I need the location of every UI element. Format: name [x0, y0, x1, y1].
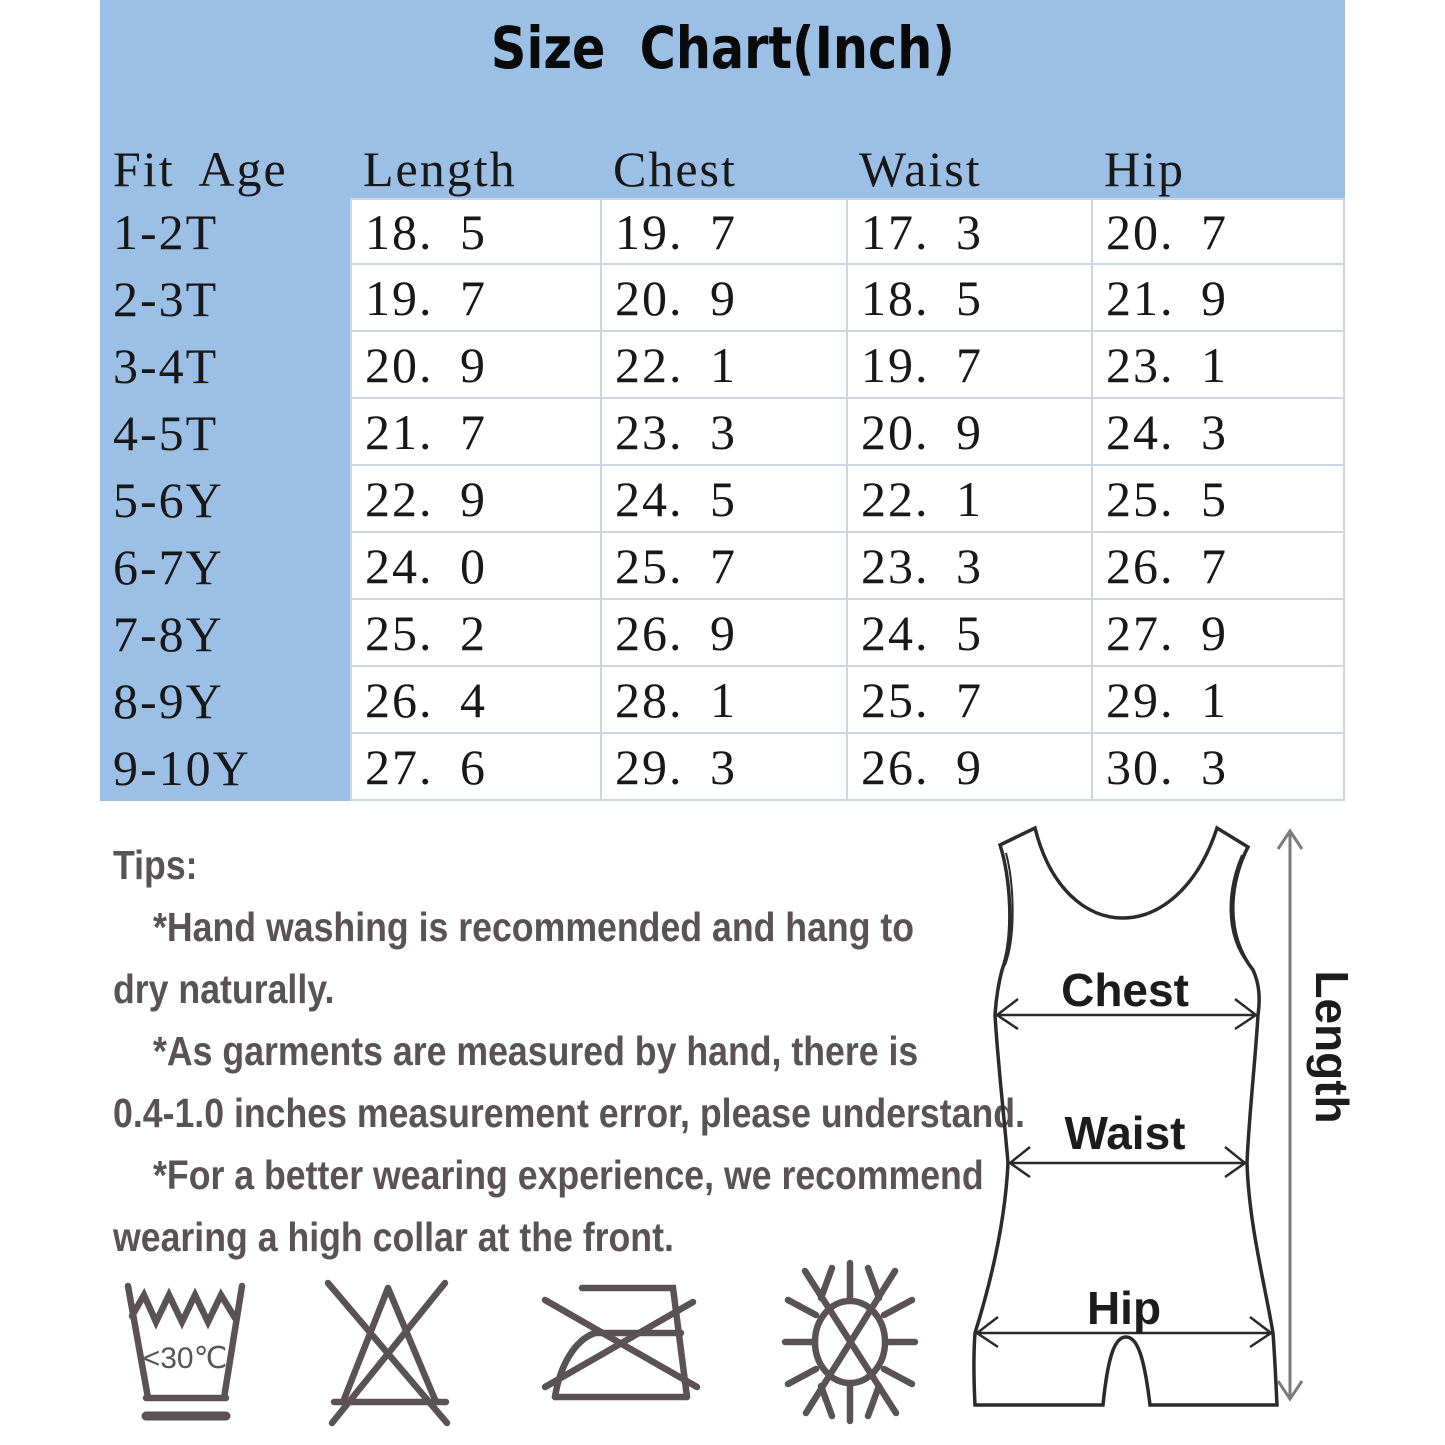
hip-cell: 20. 7 — [1091, 198, 1345, 265]
chest-cell: 23. 3 — [600, 399, 846, 466]
hip-cell: 24. 3 — [1091, 399, 1345, 466]
tips-line: *For a better wearing experience, we recommend — [153, 1152, 984, 1198]
hip-cell: 27. 9 — [1091, 600, 1345, 667]
table-row — [100, 198, 1345, 265]
fit-age-cell: 1-2T — [100, 198, 350, 265]
table-row — [100, 332, 1345, 399]
table-row — [100, 600, 1345, 667]
length-cell: 22. 9 — [350, 466, 600, 533]
waist-cell: 26. 9 — [846, 734, 1091, 801]
page-title: Size Chart(Inch) — [490, 14, 955, 82]
column-header-fit-age: Fit Age — [113, 141, 288, 197]
waist-label: Waist — [1064, 1107, 1186, 1159]
hip-cell: 29. 1 — [1091, 667, 1345, 734]
chest-cell: 22. 1 — [600, 332, 846, 399]
column-header-chest: Chest — [613, 141, 737, 197]
chest-cell: 19. 7 — [600, 198, 846, 265]
chest-cell: 25. 7 — [600, 533, 846, 600]
title-band — [100, 0, 1345, 140]
tips-line: *As garments are measured by hand, there is — [153, 1028, 919, 1074]
fit-age-cell: 6-7Y — [100, 533, 350, 600]
waist-cell: 24. 5 — [846, 600, 1091, 667]
length-cell: 24. 0 — [350, 533, 600, 600]
chest-cell: 24. 5 — [600, 466, 846, 533]
length-cell: 18. 5 — [350, 198, 600, 265]
tips-line: wearing a high collar at the front. — [113, 1214, 674, 1260]
waist-cell: 25. 7 — [846, 667, 1091, 734]
table-row — [100, 533, 1345, 600]
table-row — [100, 667, 1345, 734]
waist-cell: 19. 7 — [846, 332, 1091, 399]
fit-age-cell: 3-4T — [100, 332, 350, 399]
fit-age-cell: 8-9Y — [100, 667, 350, 734]
hip-cell: 26. 7 — [1091, 533, 1345, 600]
column-header-hip: Hip — [1104, 141, 1185, 197]
chest-cell: 29. 3 — [600, 734, 846, 801]
length-label: Length — [1306, 970, 1358, 1124]
do-not-bleach-icon — [310, 1270, 460, 1430]
tips-line: dry naturally. — [113, 966, 335, 1012]
length-cell: 21. 7 — [350, 399, 600, 466]
length-cell: 19. 7 — [350, 265, 600, 332]
table-header-row — [100, 140, 1345, 198]
fit-age-cell: 7-8Y — [100, 600, 350, 667]
table-body — [100, 198, 1345, 801]
table-row — [100, 734, 1345, 801]
tips-section — [113, 834, 1087, 1268]
waist-cell: 18. 5 — [846, 265, 1091, 332]
fit-age-cell: 2-3T — [100, 265, 350, 332]
garment-measurement-diagram — [960, 815, 1358, 1415]
handwash-30c-icon — [118, 1278, 252, 1426]
column-header-waist: Waist — [859, 141, 982, 197]
length-cell: 27. 6 — [350, 734, 600, 801]
table-row — [100, 265, 1345, 332]
column-header-length: Length — [363, 141, 517, 197]
chest-cell: 20. 9 — [600, 265, 846, 332]
length-cell: 25. 2 — [350, 600, 600, 667]
hip-cell: 30. 3 — [1091, 734, 1345, 801]
table-row — [100, 466, 1345, 533]
length-arrow — [1278, 831, 1302, 1399]
chest-label: Chest — [1061, 964, 1189, 1016]
hip-cell: 25. 5 — [1091, 466, 1345, 533]
fit-age-cell: 4-5T — [100, 399, 350, 466]
tips-line: 0.4-1.0 inches measurement error, please understand. — [113, 1090, 1025, 1136]
length-cell: 20. 9 — [350, 332, 600, 399]
hip-cell: 21. 9 — [1091, 265, 1345, 332]
tips-heading: Tips: — [113, 842, 198, 888]
fit-age-cell: 5-6Y — [100, 466, 350, 533]
length-cell: 26. 4 — [350, 667, 600, 734]
chest-cell: 26. 9 — [600, 600, 846, 667]
chest-cell: 28. 1 — [600, 667, 846, 734]
table-row — [100, 399, 1345, 466]
waist-cell: 23. 3 — [846, 533, 1091, 600]
waist-cell: 22. 1 — [846, 466, 1091, 533]
wash-temp-label: <30℃ — [142, 1342, 228, 1375]
do-not-iron-icon — [540, 1268, 710, 1408]
tips-line: *Hand washing is recommended and hang to — [153, 904, 915, 950]
hip-cell: 23. 1 — [1091, 332, 1345, 399]
fit-age-cell: 9-10Y — [100, 734, 350, 801]
hip-label: Hip — [1086, 1282, 1162, 1334]
size-chart-panel — [100, 0, 1345, 801]
waist-cell: 17. 3 — [846, 198, 1091, 265]
do-not-sun-dry-icon — [780, 1258, 925, 1426]
waist-cell: 20. 9 — [846, 399, 1091, 466]
